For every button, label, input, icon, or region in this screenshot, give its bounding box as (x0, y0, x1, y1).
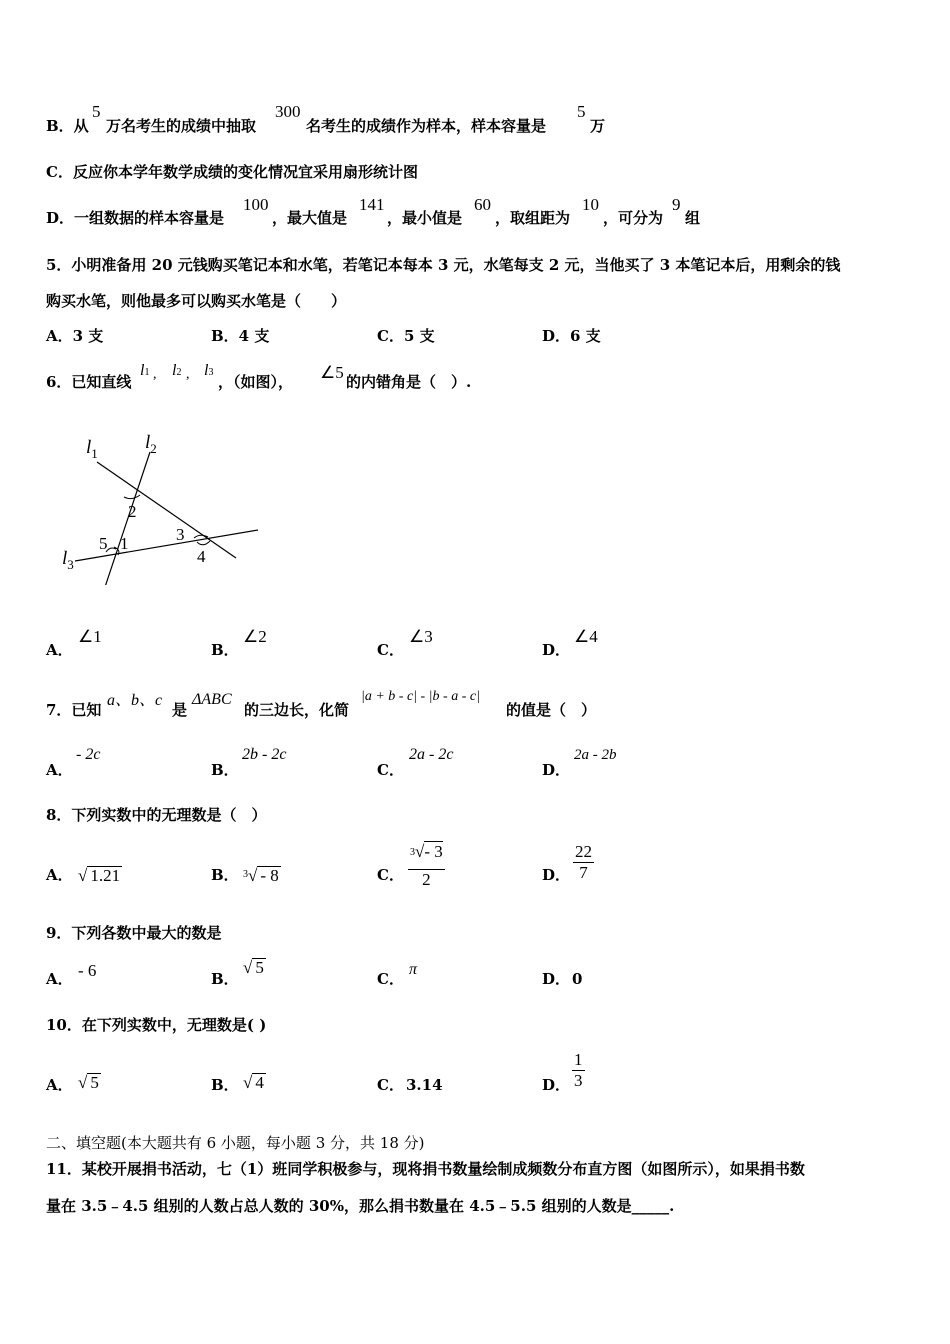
fig-num-4: 4 (197, 547, 206, 566)
q7-option-c-label: C． (377, 761, 404, 779)
q6-l1-sub: 1 (144, 367, 150, 378)
q9-option-a-val: - 6 (78, 961, 97, 980)
q6-option-a-val: ∠1 (78, 627, 102, 646)
q4d-n5: 9 (672, 195, 681, 214)
q4d-mid3: ，取组距为 (495, 209, 571, 227)
q10-option-a-val: 5 (87, 1073, 101, 1092)
q4d-mid1: ，最大值是 (272, 209, 348, 227)
q9-option-c-label: C． (377, 970, 404, 988)
q8-option-c-den: 2 (422, 870, 431, 889)
q5-option-c: C．5 支 (377, 327, 435, 345)
q4d-n3: 60 (474, 195, 491, 214)
q4b-mid1: 万名考生的成绩中抽取 (106, 117, 257, 135)
q7-expr: |a + b - c| - |b - a - c| (361, 689, 480, 704)
q7-vars: a、b、c (107, 692, 163, 709)
q7-post: 的值是（ ） (506, 701, 597, 719)
q10-option-d-den: 3 (574, 1071, 583, 1090)
q9-option-d-label: D． (542, 970, 571, 988)
q8-option-d-den: 7 (579, 863, 588, 882)
svg-text:l3 (62, 548, 74, 572)
q10-option-a-label: A． (46, 1076, 73, 1094)
fig-num-1: 1 (120, 534, 129, 553)
q4d-n2: 141 (359, 195, 385, 214)
q5-line2: 购买水笔，则他最多可以购买水笔是（ ） (46, 292, 347, 310)
q6-option-c-val: ∠3 (409, 627, 433, 646)
q8-option-d-frac (573, 842, 594, 883)
q4b-pre: B．从 (46, 117, 89, 135)
svg-text:l2 (145, 432, 157, 456)
q6-angle: ∠5 (320, 363, 344, 382)
q10-option-c-label: C． (377, 1076, 404, 1094)
q11-line1: 11．某校开展捐书活动，七（1）班同学积极参与，现将捐书数量绘制成频数分布直方图（如图所示），如果捐书数 (46, 1160, 805, 1178)
q10-option-d-label: D． (542, 1076, 571, 1094)
q5-option-b: B．4 支 (211, 327, 270, 345)
q6-option-c-label: C． (377, 641, 404, 659)
q6-option-a-label: A． (46, 641, 73, 659)
q4d-post: 组 (685, 209, 701, 227)
q5-option-a: A．3 支 (46, 327, 104, 345)
arc-4 (197, 541, 210, 545)
q7-option-a-label: A． (46, 761, 73, 779)
fig-num-2: 2 (128, 502, 137, 521)
fig-num-5: 5 (99, 534, 108, 553)
q7-option-b-label: B． (211, 761, 239, 779)
q6-mid: ，（如图）， (218, 373, 294, 391)
q6-figure (50, 425, 270, 585)
q8-option-a-math: √ 1.21 (78, 866, 121, 885)
q9-option-b-math: √ 5 (243, 958, 264, 977)
q4b-n1: 5 (92, 102, 101, 121)
q9-option-a-label: A． (46, 970, 73, 988)
q4d-n4: 10 (582, 195, 599, 214)
q8-option-b-idx: 3 (243, 869, 248, 880)
q10-option-b-math: √ 4 (243, 1073, 264, 1092)
fig-l1: l (86, 437, 92, 458)
q10-option-d-num: 1 (574, 1050, 583, 1069)
q8-option-c-label: C． (377, 866, 404, 884)
q4-option-c: C．反应你本学年数学成绩的变化情况宜采用扇形统计图 (46, 163, 418, 181)
q6-l3-sub: 3 (208, 367, 214, 378)
q5-option-d: D．6 支 (542, 327, 601, 345)
q4d-pre: D．一组数据的样本容量是 (46, 209, 225, 227)
q4d-mid4: ，可分为 (603, 209, 664, 227)
q8-option-b-val: - 8 (257, 866, 280, 885)
q6-option-b-label: B． (211, 641, 239, 659)
q8-option-b-label: B． (211, 866, 239, 884)
q9-option-b-label: B． (211, 970, 239, 988)
q8-option-c-idx: 3 (410, 847, 415, 858)
svg-text:l1 (86, 437, 98, 461)
q8-option-b-math: $^3$√ - 8 (243, 866, 279, 885)
q7-option-d-label: D． (542, 761, 571, 779)
fig-l3: l (62, 548, 68, 569)
q4b-mid2: 名考生的成绩作为样本，样本容量是 (306, 117, 547, 135)
fig-num-3: 3 (176, 525, 185, 544)
q10-option-b-label: B． (211, 1076, 239, 1094)
q5-line1: 5．小明准备用 20 元钱购买笔记本和水笔，若笔记本每本 3 元，水笔每支 2 元，当他买了 3 本笔记本后，用剩余的钱 (46, 256, 841, 274)
fig-l2: l (145, 432, 151, 453)
q9-option-c-val: π (409, 961, 418, 978)
q7-option-b-val: 2b - 2c (242, 746, 287, 763)
q7-pre: 7．已知 (46, 701, 102, 719)
q8-option-a-label: A． (46, 866, 73, 884)
q4b-post: 万 (590, 117, 606, 135)
q4b-n3: 5 (577, 102, 586, 121)
q6-pre: 6．已知直线 (46, 373, 132, 391)
q4d-n1: 100 (243, 195, 269, 214)
q8-option-c-frac: $\frac{3√- 3}{2}$ (410, 842, 443, 889)
q10-option-b-val: 4 (252, 1073, 266, 1092)
q7-option-c-val: 2a - 2c (409, 746, 454, 763)
q10-stem: 10．在下列实数中，无理数是( ) (46, 1016, 267, 1034)
q8-option-d-label: D． (542, 866, 571, 884)
q8-option-a-val: 1.21 (87, 866, 122, 885)
arc-2 (124, 495, 140, 499)
q9-option-b-val: 5 (252, 958, 266, 977)
q9-option-d-val: 0 (572, 970, 583, 988)
q9-stem: 9．下列各数中最大的数是 (46, 924, 222, 942)
q10-option-a-math: √ 5 (78, 1073, 99, 1092)
q6-l2-sub: 2 (176, 367, 182, 378)
section2-title: 二、填空题(本大题共有 6 小题，每小题 3 分，共 18 分) (46, 1134, 425, 1152)
fig-l1-sub: 1 (91, 446, 98, 461)
q6-option-d-label: D． (542, 641, 571, 659)
q8-stem: 8．下列实数中的无理数是（ ） (46, 806, 267, 824)
q4b-n2: 300 (275, 102, 301, 121)
q6-l2: l (172, 362, 177, 379)
arc-5 (106, 548, 116, 552)
q7-mid1: 是 (172, 701, 188, 719)
q7-option-d-val: 2a - 2b (574, 747, 617, 763)
fig-l2-sub: 2 (150, 441, 157, 456)
fig-l3-sub: 3 (67, 557, 74, 572)
q6-post: 的内错角是（ ）. (346, 373, 472, 391)
q6-l1: l (140, 362, 145, 379)
q7-tri: ΔABC (192, 691, 232, 708)
q10-option-d-frac (572, 1050, 585, 1091)
q7-mid2: 的三边长，化简 (244, 701, 350, 719)
line-l1 (97, 462, 236, 558)
q7-option-a-val: - 2c (76, 746, 101, 763)
q8-option-d-num: 22 (575, 842, 592, 861)
q6-option-d-val: ∠4 (574, 627, 598, 646)
q11-line2: 量在 3.5﹣4.5 组别的人数占总人数的 30%，那么捐书数量在 4.5﹣5.5 组别的人数是_____. (46, 1197, 675, 1215)
q6-l3: l (204, 362, 209, 379)
q10-option-c-val: 3.14 (406, 1076, 443, 1094)
q4d-mid2: ，最小值是 (387, 209, 463, 227)
q8-option-c-num: - 3 (424, 842, 443, 861)
q6-option-b-val: ∠2 (243, 627, 267, 646)
